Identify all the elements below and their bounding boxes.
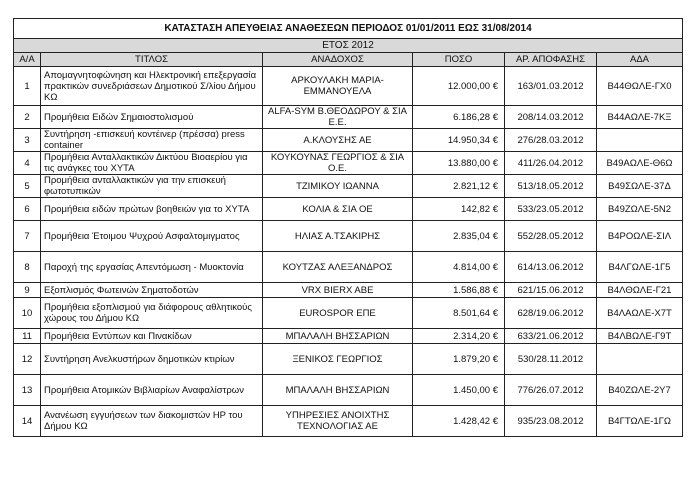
row-contractor: ΚΟΥΚΟΥΝΑΣ ΓΕΩΡΓΙΟΣ & ΣΙΑ Ο.Ε. bbox=[263, 152, 413, 175]
row-title: Προμήθεια Εντύπων και Πινακίδων bbox=[41, 329, 263, 344]
table-row bbox=[14, 198, 683, 221]
row-number: 5 bbox=[14, 175, 41, 198]
table-row bbox=[14, 175, 683, 198]
row-contractor: ΤΖΙΜΙΚΟΥ ΙΩΑΝΝΑ bbox=[263, 175, 413, 198]
row-title: Συντήρηση -επισκευή κοντέινερ (πρέσσα) press container bbox=[41, 129, 263, 152]
row-amount: 1.428,42 € bbox=[413, 406, 505, 437]
row-number: 9 bbox=[14, 283, 41, 298]
table-row bbox=[14, 152, 683, 175]
row-decision: 614/13.06.2012 bbox=[505, 252, 597, 283]
table-row bbox=[14, 298, 683, 329]
table-row bbox=[14, 221, 683, 252]
row-amount: 12.000,00 € bbox=[413, 67, 505, 106]
row-amount: 4.814,00 € bbox=[413, 252, 505, 283]
row-decision: 621/15.06.2012 bbox=[505, 283, 597, 298]
row-decision: 533/23.05.2012 bbox=[505, 198, 597, 221]
column-header-aa: Α/Α bbox=[14, 53, 41, 67]
row-decision: 513/18.05.2012 bbox=[505, 175, 597, 198]
title-row bbox=[14, 19, 683, 39]
row-title: Προμήθεια ανταλλακτικών για την επισκευή φωτοτυπικών bbox=[41, 175, 263, 198]
row-title: Προμήθεια Έτοιμου Ψυχρού Ασφαλτομιγματος bbox=[41, 221, 263, 252]
row-contractor: ΜΠΑΛΑΛΗ ΒΗΣΣΑΡΙΩΝ bbox=[263, 329, 413, 344]
row-contractor: ΥΠΗΡΕΣΙΕΣ ΑΝΟΙΧΤΗΣ ΤΕΧΝΟΛΟΓΙΑΣ ΑΕ bbox=[263, 406, 413, 437]
row-amount: 2.835,04 € bbox=[413, 221, 505, 252]
row-number: 10 bbox=[14, 298, 41, 329]
row-contractor: ΚΟΥΤΖΑΣ ΑΛΕΞΑΝΔΡΟΣ bbox=[263, 252, 413, 283]
row-decision: 776/26.07.2012 bbox=[505, 375, 597, 406]
row-title: Απομαγνητοφώνηση και Ηλεκτρονική επεξεργασία πρακτικών συνεδριάσεων Δημοτικού Σ/λίου Δήμου ΚΩ bbox=[41, 67, 263, 106]
row-ada: Β49ΑΩΛΕ-Θ6Ω bbox=[597, 152, 683, 175]
row-amount: 1.879,20 € bbox=[413, 344, 505, 375]
row-ada: Β44ΑΩΛΕ-7ΚΞ bbox=[597, 106, 683, 129]
row-title: Προμήθεια ειδών πρώτων βοηθειών για το ΧΥΤΑ bbox=[41, 198, 263, 221]
year-row bbox=[14, 39, 683, 53]
row-number: 14 bbox=[14, 406, 41, 437]
table-row bbox=[14, 129, 683, 152]
row-title: Προμήθεια Ειδών Σημαιοστολισμού bbox=[41, 106, 263, 129]
table-row bbox=[14, 344, 683, 375]
row-contractor: ΗΛΙΑΣ Α.ΤΣΑΚΙΡΗΣ bbox=[263, 221, 413, 252]
table-row bbox=[14, 283, 683, 298]
row-title: Συντήρηση Ανελκυστήρων δημοτικών κτιρίων bbox=[41, 344, 263, 375]
row-decision: 552/28.05.2012 bbox=[505, 221, 597, 252]
table-row bbox=[14, 67, 683, 106]
column-header-amount: ΠΟΣΟ bbox=[413, 53, 505, 67]
row-contractor: ΜΠΑΛΑΛΗ ΒΗΣΣΑΡΙΩΝ bbox=[263, 375, 413, 406]
row-ada: Β49ΖΩΛΕ-5Ν2 bbox=[597, 198, 683, 221]
year-label: ΕΤΟΣ 2012 bbox=[14, 39, 683, 53]
row-decision: 530/28.11.2012 bbox=[505, 344, 597, 375]
row-number: 7 bbox=[14, 221, 41, 252]
row-ada bbox=[597, 344, 683, 375]
row-amount: 13.880,00 € bbox=[413, 152, 505, 175]
row-decision: 633/21.06.2012 bbox=[505, 329, 597, 344]
row-number: 12 bbox=[14, 344, 41, 375]
row-title: Εξοπλισμός Φωτεινών Σηματοδοτών bbox=[41, 283, 263, 298]
row-amount: 14.950,34 € bbox=[413, 129, 505, 152]
row-decision: 411/26.04.2012 bbox=[505, 152, 597, 175]
table-row bbox=[14, 329, 683, 344]
table-row bbox=[14, 252, 683, 283]
row-decision: 208/14.03.2012 bbox=[505, 106, 597, 129]
column-header-ada: ΑΔΑ bbox=[597, 53, 683, 67]
row-contractor: EUROSPOR ΕΠΕ bbox=[263, 298, 413, 329]
row-ada: Β4ΛΓΩΛΕ-1Γ5 bbox=[597, 252, 683, 283]
row-number: 6 bbox=[14, 198, 41, 221]
row-number: 3 bbox=[14, 129, 41, 152]
row-number: 4 bbox=[14, 152, 41, 175]
row-number: 2 bbox=[14, 106, 41, 129]
awards-table bbox=[13, 18, 683, 437]
row-amount: 142,82 € bbox=[413, 198, 505, 221]
row-number: 11 bbox=[14, 329, 41, 344]
row-title: Προμήθεια Ατομικών Βιβλιαρίων Αναφαλίστρων bbox=[41, 375, 263, 406]
row-ada: Β4ΛΑΩΛΕ-Χ7Τ bbox=[597, 298, 683, 329]
table-row bbox=[14, 406, 683, 437]
row-number: 13 bbox=[14, 375, 41, 406]
row-contractor: ΑΡΚΟΥΛΑΚΗ ΜΑΡΙΑ-ΕΜΜΑΝΟΥΕΛΑ bbox=[263, 67, 413, 106]
row-number: 1 bbox=[14, 67, 41, 106]
row-contractor: Α.ΚΛΟΥΣΗΣ ΑΕ bbox=[263, 129, 413, 152]
table-row bbox=[14, 106, 683, 129]
row-decision: 276/28.03.2012 bbox=[505, 129, 597, 152]
column-header-title: ΤΙΤΛΟΣ bbox=[41, 53, 263, 67]
column-header-contractor: ΑΝΑΔΟΧΟΣ bbox=[263, 53, 413, 67]
row-title: Προμήθεια εξοπλισμού για διάφορους αθλητικούς χώρους του Δήμου ΚΩ bbox=[41, 298, 263, 329]
row-decision: 935/23.08.2012 bbox=[505, 406, 597, 437]
column-header-decision: ΑΡ. ΑΠΟΦΑΣΗΣ bbox=[505, 53, 597, 67]
row-title: Προμήθεια Ανταλλακτικών Δικτύου Βιοαερίου για τις ανάγκες του ΧΥΤΑ bbox=[41, 152, 263, 175]
row-contractor: ΚΟΛΙΑ & ΣΙΑ ΟΕ bbox=[263, 198, 413, 221]
row-ada: Β44ΘΩΛΕ-ΓΧ0 bbox=[597, 67, 683, 106]
row-ada: Β4ΡΟΩΛΕ-ΣΙΛ bbox=[597, 221, 683, 252]
row-title: Ανανέωση εγγυήσεων των διακομιστών HP του Δήμου ΚΩ bbox=[41, 406, 263, 437]
row-ada bbox=[597, 129, 683, 152]
row-amount: 1.586,88 € bbox=[413, 283, 505, 298]
row-amount: 8.501,64 € bbox=[413, 298, 505, 329]
row-amount: 2.314,20 € bbox=[413, 329, 505, 344]
row-ada: Β4ΛΒΩΛΕ-Γ9Τ bbox=[597, 329, 683, 344]
document-table-wrapper bbox=[13, 18, 682, 437]
row-contractor: ALFA-SYM Β.ΘΕΟΔΩΡΟΥ & ΣΙΑ Ε.Ε. bbox=[263, 106, 413, 129]
row-contractor: ΞΕΝΙΚΟΣ ΓΕΩΡΓΙΟΣ bbox=[263, 344, 413, 375]
row-title: Παροχή της εργασίας Απεντόμωση - Μυοκτονία bbox=[41, 252, 263, 283]
row-ada: Β40ΖΩΛΕ-2Υ7 bbox=[597, 375, 683, 406]
row-amount: 2.821,12 € bbox=[413, 175, 505, 198]
row-amount: 6.186,28 € bbox=[413, 106, 505, 129]
row-contractor: VRX BIERX ABE bbox=[263, 283, 413, 298]
row-number: 8 bbox=[14, 252, 41, 283]
row-ada: Β49ΣΩΛΕ-37Δ bbox=[597, 175, 683, 198]
row-decision: 163/01.03.2012 bbox=[505, 67, 597, 106]
table-row bbox=[14, 375, 683, 406]
row-ada: Β4ΛΘΩΛΕ-Γ21 bbox=[597, 283, 683, 298]
row-decision: 628/19.06.2012 bbox=[505, 298, 597, 329]
document-title: ΚΑΤΑΣΤΑΣΗ ΑΠΕΥΘΕΙΑΣ ΑΝΑΘΕΣΕΩΝ ΠΕΡΙΟΔΟΣ 01/01/2011 ΕΩΣ 31/08/2014 bbox=[14, 19, 683, 39]
row-amount: 1.450,00 € bbox=[413, 375, 505, 406]
row-ada: Β4ΓΤΩΛΕ-1ΓΩ bbox=[597, 406, 683, 437]
column-header-row bbox=[14, 53, 683, 67]
